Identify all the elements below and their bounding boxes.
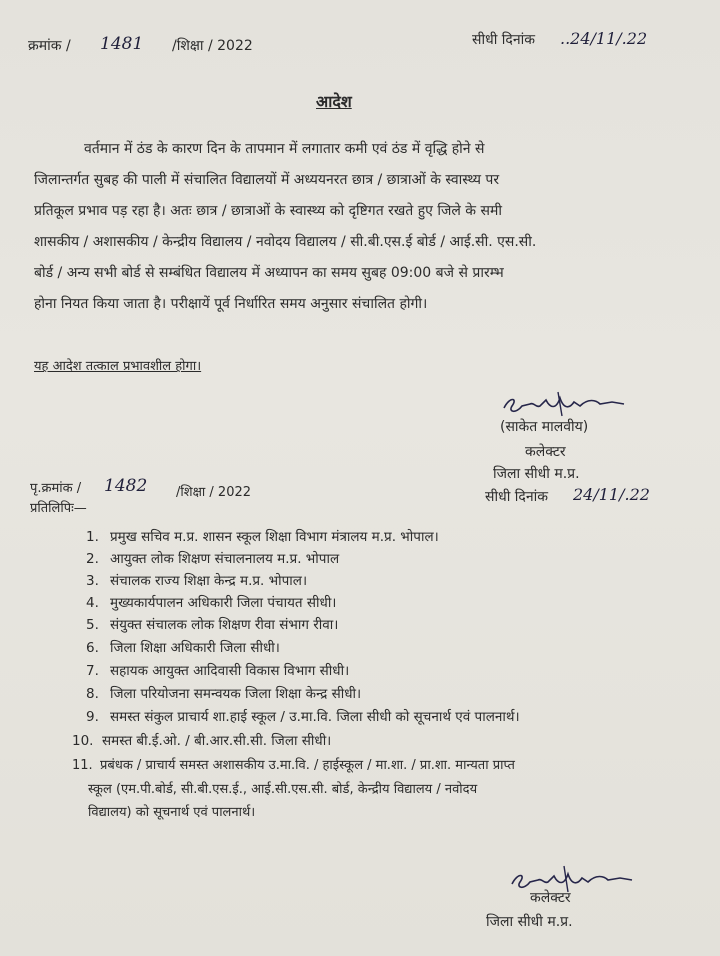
- collector-signature-2: [508, 862, 638, 896]
- body-line-5: बोर्ड / अन्य सभी बोर्ड से सम्बंधित विद्यालय में अध्यापन का समय सुबह 09:00 बजे से प्रारम्भ: [34, 265, 504, 281]
- effective-note: यह आदेश तत्काल प्रभावशील होगा।: [34, 359, 202, 374]
- copy-item-2: 2. आयुक्त लोक शिक्षण संचालनालय म.प्र. भोपाल: [86, 551, 340, 567]
- copy-item-11-cont-2: विद्यालय) को सूचनार्थ एवं पालनार्थ।: [88, 805, 256, 820]
- body-line-1: वर्तमान में ठंड के कारण दिन के तापमान में लगातार कमी एवं ठंड में वृद्धि होने से: [84, 141, 485, 157]
- copy-item-1: 1. प्रमुख सचिव म.प्र. शासन स्कूल शिक्षा विभाग मंत्रालय म.प्र. भोपाल।: [86, 529, 439, 545]
- copy-item-4: 4. मुख्यकार्यपालन अधिकारी जिला पंचायत सीधी।: [86, 595, 337, 611]
- copy-item-7: 7. सहायक आयुक्त आदिवासी विकास विभाग सीधी।: [86, 663, 350, 679]
- order-date-handwritten: ..24/11/.22: [560, 29, 648, 48]
- copy-item-3: 3. संचालक राज्य शिक्षा केन्द्र म.प्र. भोपाल।: [86, 573, 308, 589]
- body-line-4: शासकीय / अशासकीय / केन्द्रीय विद्यालय / नवोदय विद्यालय / सी.बी.एस.ई बोर्ड / आई.सी. एस.सी.: [34, 234, 537, 250]
- signatory-name: (साकेत मालवीय): [500, 419, 589, 435]
- copy-to-label: प्रतिलिपिः—: [30, 501, 87, 516]
- order-number-label: क्रमांक /: [28, 38, 71, 54]
- copy-item-8: 8. जिला परियोजना समन्वयक जिला शिक्षा केन्द्र सीधी।: [86, 686, 362, 702]
- body-line-3: प्रतिकूल प्रभाव पड़ रहा है। अतः छात्र / छात्राओं के स्वास्थ्य को दृष्टिगत रखते हुए जिले के समी: [34, 203, 502, 219]
- copy-item-11: 11. प्रबंधक / प्राचार्य समस्त अशासकीय उ.मा.वि. / हाईस्कूल / मा.शा. / प्रा.शा. मान्यता प्राप्त: [72, 758, 515, 773]
- order-number-suffix: /शिक्षा / 2022: [172, 38, 253, 54]
- copy-number-handwritten: 1482: [104, 476, 148, 496]
- copy-number-label: पृ.क्रमांक /: [30, 481, 82, 496]
- footer-office: जिला सीधी म.प्र.: [486, 914, 573, 930]
- order-title: आदेश: [316, 92, 352, 111]
- copy-item-5: 5. संयुक्त संचालक लोक शिक्षण रीवा संभाग रीवा।: [86, 617, 339, 633]
- copy-item-9: 9. समस्त संकुल प्राचार्य शा.हाई स्कूल / उ.मा.वि. जिला सीधी को सूचनार्थ एवं पालनार्थ।: [86, 709, 520, 725]
- signatory-date-handwritten: 24/11/.22: [573, 485, 650, 504]
- body-line-6: होना नियत किया जाता है। परीक्षायें पूर्व निर्धारित समय अनुसार संचालित होगी।: [34, 296, 428, 312]
- copy-item-10: 10. समस्त बी.ई.ओ. / बी.आर.सी.सी. जिला सीधी।: [72, 733, 332, 749]
- signatory-office: जिला सीधी म.प्र.: [493, 466, 580, 482]
- order-date-label: सीधी दिनांक: [472, 32, 535, 48]
- copy-item-6: 6. जिला शिक्षा अधिकारी जिला सीधी।: [86, 640, 280, 656]
- footer-designation: कलेक्टर: [530, 890, 571, 906]
- signatory-date-label: सीधी दिनांक: [485, 489, 548, 505]
- copy-item-11-cont-1: स्कूल (एम.पी.बोर्ड, सी.बी.एस.ई., आई.सी.एस.सी. बोर्ड, केन्द्रीय विद्यालय / नवोदय: [88, 782, 478, 797]
- order-number-handwritten: 1481: [100, 34, 144, 54]
- body-line-2: जिलान्तर्गत सुबह की पाली में संचालित विद्यालयों में अध्ययनरत छात्र / छात्राओं के स्वास्थ्य पर: [34, 172, 500, 188]
- signatory-designation: कलेक्टर: [525, 444, 566, 460]
- copy-number-suffix: /शिक्षा / 2022: [176, 485, 252, 500]
